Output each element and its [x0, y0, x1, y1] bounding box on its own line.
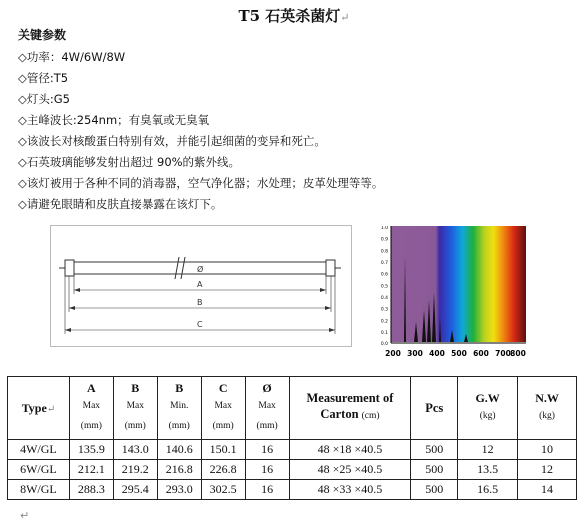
header-pcs: Pcs: [411, 377, 458, 440]
cell-b-max: 219.2: [113, 460, 157, 480]
cell-pcs: 500: [411, 480, 458, 500]
y-tick: 0.4: [380, 296, 388, 301]
cell-type: 4W/GL: [8, 440, 70, 460]
cell-a: 135.9: [69, 440, 113, 460]
x-tick: 700: [495, 349, 511, 358]
cell-b-min: 140.6: [157, 440, 201, 460]
lamp-dimension-diagram: [50, 225, 352, 347]
cell-pcs: 500: [411, 440, 458, 460]
y-tick: 0.6: [380, 272, 388, 278]
x-tick: 800: [510, 349, 526, 358]
dimension-c-label: C: [197, 320, 203, 329]
table-row: [8, 480, 577, 500]
header-c: C Max (mm): [201, 377, 245, 440]
cell-pcs: 500: [411, 460, 458, 480]
dimension-b-label: B: [197, 298, 203, 307]
x-tick: 200: [385, 349, 401, 358]
cell-a: 212.1: [69, 460, 113, 480]
section-heading: 关键参数: [18, 28, 67, 42]
x-tick: 300: [407, 349, 423, 358]
dimension-a-label: A: [197, 280, 203, 289]
cell-type: 6W/GL: [8, 460, 70, 480]
cell-c: 302.5: [201, 480, 245, 500]
spec-item: ◇请避免眼睛和皮肤直接暴露在该灯下。: [18, 197, 223, 211]
y-tick: 1.0: [380, 226, 388, 231]
cell-gw: 13.5: [458, 460, 518, 480]
y-tick: 0.1: [380, 331, 388, 336]
cell-gw: 12: [458, 440, 518, 460]
header-type: Type↵: [8, 377, 70, 440]
cell-c: 150.1: [201, 440, 245, 460]
y-tick: 0.3: [380, 307, 388, 313]
cell-carton: 48 ×18 ×40.5: [289, 440, 411, 460]
header-nw: N.W (kg): [518, 377, 577, 440]
cell-nw: 10: [518, 440, 577, 460]
specification-table: [7, 376, 577, 500]
y-tick: 0.0: [380, 342, 388, 347]
cell-b-min: 216.8: [157, 460, 201, 480]
cell-carton: 48 ×25 ×40.5: [289, 460, 411, 480]
table-header-row: [8, 377, 577, 440]
spectrum-x-ticks: [385, 349, 526, 358]
cell-type: 8W/GL: [8, 480, 70, 500]
cell-diameter: 16: [245, 460, 289, 480]
header-b-min: B Min. (mm): [157, 377, 201, 440]
cell-b-max: 295.4: [113, 480, 157, 500]
spec-item: ◇灯头:G5: [18, 92, 70, 106]
spec-item: ◇主峰波长:254nm；有臭氧或无臭氧: [18, 113, 210, 127]
diameter-label: Ø: [197, 265, 204, 274]
header-a: A Max (mm): [69, 377, 113, 440]
header-gw: G.W (kg): [458, 377, 518, 440]
y-tick: 0.2: [380, 319, 388, 325]
cell-b-min: 293.0: [157, 480, 201, 500]
spec-item: ◇该波长对核酸蛋白特别有效，并能引起细菌的变异和死亡。: [18, 134, 326, 148]
cell-nw: 14: [518, 480, 577, 500]
spec-list: [18, 47, 383, 215]
cell-gw: 16.5: [458, 480, 518, 500]
cell-carton: 48 ×33 ×40.5: [289, 480, 411, 500]
x-tick: 400: [429, 349, 445, 358]
spec-item: ◇该灯被用于各种不同的消毒器，空气净化器；水处理；皮革处理等等。: [18, 176, 384, 190]
cell-c: 226.8: [201, 460, 245, 480]
x-tick: 500: [451, 349, 467, 358]
page-title: T5 石英杀菌灯↵: [238, 7, 350, 25]
spec-item: ◇石英玻璃能够发射出超过 90%的紫外线。: [18, 155, 241, 169]
header-b-max: B Max (mm): [113, 377, 157, 440]
spectrum-y-ticks: [381, 226, 388, 347]
y-tick: 0.5: [380, 284, 388, 290]
y-tick: 0.9: [380, 237, 388, 243]
x-tick: 600: [473, 349, 489, 358]
cell-diameter: 16: [245, 440, 289, 460]
cell-diameter: 16: [245, 480, 289, 500]
header-carton: Measurement of Carton (cm): [289, 377, 411, 440]
spec-item: ◇功率：4W/6W/8W: [18, 50, 126, 64]
y-tick: 0.8: [380, 249, 388, 255]
table-row: [8, 460, 577, 480]
paragraph-mark: ↵: [20, 509, 30, 522]
table-row: [8, 440, 577, 460]
header-diameter: Ø Max (mm): [245, 377, 289, 440]
cell-b-max: 143.0: [113, 440, 157, 460]
spec-item: ◇管径:T5: [18, 71, 69, 85]
cell-a: 288.3: [69, 480, 113, 500]
spectrum-chart: [370, 226, 530, 360]
y-tick: 0.7: [380, 261, 388, 266]
cell-nw: 12: [518, 460, 577, 480]
